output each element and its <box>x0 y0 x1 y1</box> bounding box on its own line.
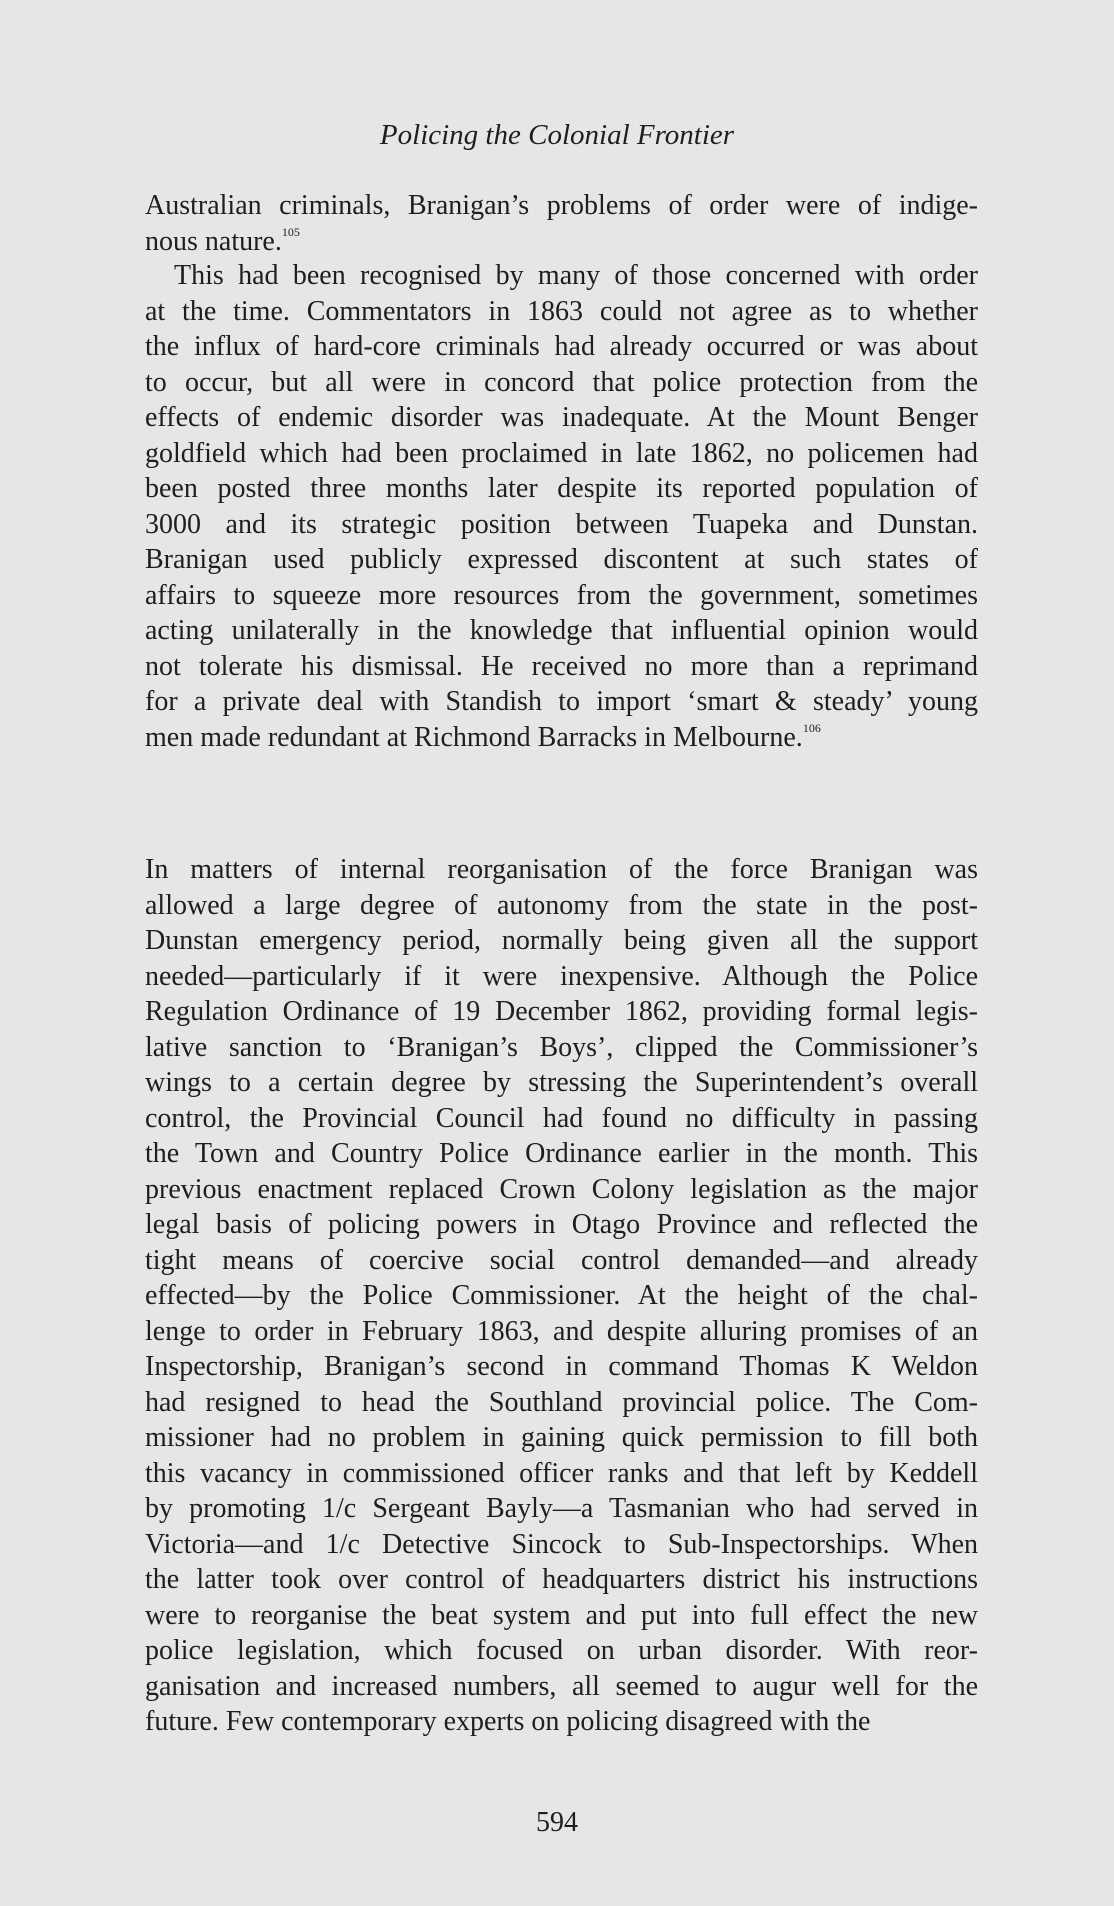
paragraph-2 <box>145 258 978 755</box>
text-line: Dunstan emergency period, normally being given all the support <box>145 925 978 956</box>
text-line: needed—particularly if it were inexpensive. Although the Police <box>145 960 978 992</box>
text-line: Australian criminals, Branigan’s problems of order were of indige- <box>145 190 978 221</box>
text-line: the Town and Country Police Ordinance earlier in the month. This <box>145 1138 978 1169</box>
running-head: Policing the Colonial Frontier <box>379 119 735 151</box>
text-line: had resigned to head the Southland provincial police. The Com- <box>145 1386 978 1418</box>
text-line: goldfield which had been proclaimed in late 1862, no policemen had <box>145 437 978 469</box>
text-line: Regulation Ordinance of 19 December 1862, providing formal legis- <box>145 996 978 1027</box>
text-line: legal basis of policing powers in Otago Province and reflected the <box>145 1209 978 1240</box>
page-number: 594 <box>536 1807 578 1838</box>
text-line: were to reorganise the beat system and put into full effect the new <box>145 1599 978 1631</box>
text-line: at the time. Commentators in 1863 could not agree as to whether <box>145 295 978 327</box>
paragraph-3 <box>145 852 978 1740</box>
text-line: the influx of hard-core criminals had already occurred or was about <box>145 331 978 362</box>
text-line: for a private deal with Standish to import ‘smart & steady’ young <box>145 686 978 717</box>
text-line: men made redundant at Richmond Barracks in Melbourne.$^{106}$ <box>145 720 821 753</box>
text-line: Branigan used publicly expressed discontent at such states of <box>145 544 978 575</box>
text-line: this vacancy in commissioned officer ranks and that left by Keddell <box>145 1457 978 1489</box>
text-line: lenge to order in February 1863, and despite alluring promises of an <box>145 1315 978 1347</box>
text-line: control, the Provincial Council had found no difficulty in passing <box>145 1102 978 1134</box>
text-line: allowed a large degree of autonomy from the state in the post- <box>145 889 978 921</box>
text-line: ganisation and increased numbers, all seemed to augur well for the <box>145 1670 978 1702</box>
text-line: missioner had no problem in gaining quick permission to fill both <box>145 1422 978 1453</box>
text-line: previous enactment replaced Crown Colony legislation as the major <box>145 1173 978 1205</box>
text-line: nous nature.$^{105}$ <box>145 224 300 257</box>
text-line: lative sanction to ‘Branigan’s Boys’, clipped the Commissioner’s <box>145 1031 978 1063</box>
text-line: effected—by the Police Commissioner. At the height of the chal- <box>145 1280 978 1311</box>
text-line: the latter took over control of headquarters district his instructions <box>145 1564 978 1595</box>
text-line: Victoria—and 1/c Detective Sincock to Sub-Inspectorships. When <box>145 1528 978 1560</box>
text-line: affairs to squeeze more resources from the government, sometimes <box>145 579 978 611</box>
text-line: to occur, but all were in concord that police protection from the <box>145 366 978 398</box>
paragraph-1 <box>145 188 978 259</box>
text-line: In matters of internal reorganisation of the force Branigan was <box>145 854 978 885</box>
text-line: Inspectorship, Branigan’s second in command Thomas K Weldon <box>145 1351 978 1382</box>
footnote-marker[interactable]: 106 <box>802 720 821 735</box>
text-line: 3000 and its strategic position between Tuapeka and Dunstan. <box>145 508 978 540</box>
text-line: future. Few contemporary experts on policing disagreed with the <box>145 1706 871 1737</box>
footnote-marker[interactable]: 105 <box>281 224 300 239</box>
text-line: tight means of coercive social control demanded—and already <box>145 1244 978 1276</box>
text-line: acting unilaterally in the knowledge that influential opinion would <box>145 615 978 646</box>
text-line: police legislation, which focused on urban disorder. With reor- <box>145 1635 978 1666</box>
text-line: This had been recognised by many of those concerned with order <box>174 260 978 291</box>
text-line: wings to a certain degree by stressing the Superintendent’s overall <box>145 1067 978 1098</box>
text-line: effects of endemic disorder was inadequate. At the Mount Benger <box>145 402 978 433</box>
text-line: been posted three months later despite its reported population of <box>145 473 978 504</box>
text-line: by promoting 1/c Sergeant Bayly—a Tasmanian who had served in <box>145 1493 978 1524</box>
text-line: not tolerate his dismissal. He received no more than a reprimand <box>145 650 978 682</box>
